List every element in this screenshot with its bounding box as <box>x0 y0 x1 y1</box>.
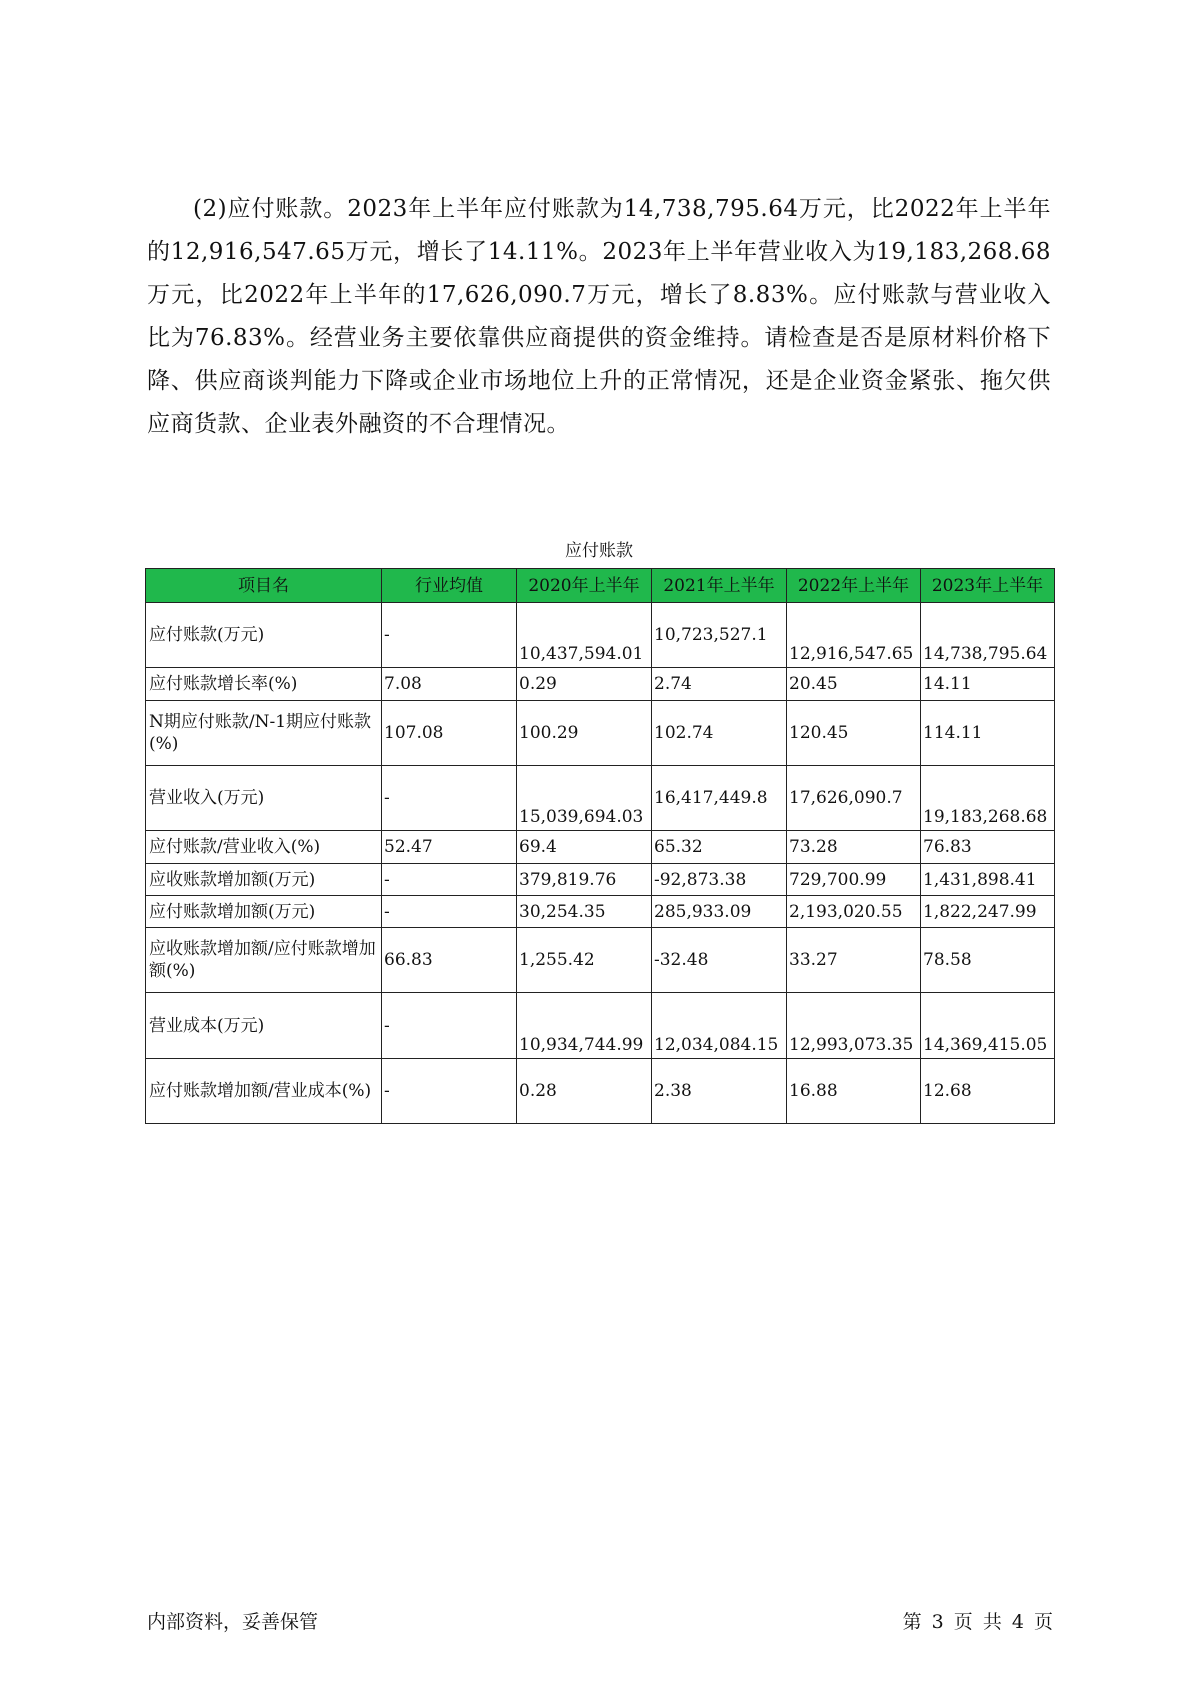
table-caption: 应付账款 <box>565 541 633 561</box>
table-row <box>146 1059 1055 1124</box>
table-cell: 65.32 <box>652 831 787 864</box>
table-row <box>146 928 1055 993</box>
table-cell: 33.27 <box>787 928 921 993</box>
table-row <box>146 896 1055 928</box>
table-cell: 102.74 <box>652 701 787 766</box>
table-cell: 76.83 <box>921 831 1055 864</box>
table-row <box>146 766 1055 831</box>
table-cell: -92,873.38 <box>652 864 787 896</box>
table-cell: 0.28 <box>517 1059 652 1124</box>
table-cell: 10,437,594.01 <box>517 603 652 668</box>
row-label: 应付账款增加额/营业成本(%) <box>146 1059 382 1124</box>
header-2022h1: 2022年上半年 <box>787 569 921 603</box>
table-cell: 10,934,744.99 <box>517 993 652 1059</box>
table-cell: 100.29 <box>517 701 652 766</box>
row-label: 应收账款增加额(万元) <box>146 864 382 896</box>
table-header-row <box>146 569 1055 603</box>
table-cell: 14,738,795.64 <box>921 603 1055 668</box>
footer-page-number: 第 3 页 共 4 页 <box>902 1611 1053 1633</box>
header-2023h1: 2023年上半年 <box>921 569 1055 603</box>
row-label: 应付账款(万元) <box>146 603 382 668</box>
table-cell: 73.28 <box>787 831 921 864</box>
row-label: 营业收入(万元) <box>146 766 382 831</box>
table-cell: 16.88 <box>787 1059 921 1124</box>
table-row <box>146 864 1055 896</box>
table-cell: 114.11 <box>921 701 1055 766</box>
table-cell: - <box>382 993 517 1059</box>
table-cell: 14.11 <box>921 668 1055 701</box>
table-cell: 12,993,073.35 <box>787 993 921 1059</box>
table-cell: 1,255.42 <box>517 928 652 993</box>
row-label: 营业成本(万元) <box>146 993 382 1059</box>
row-label: 应付账款增加额(万元) <box>146 896 382 928</box>
table-cell: 12,034,084.15 <box>652 993 787 1059</box>
table-cell: 10,723,527.1 <box>652 603 787 668</box>
table-cell: 1,822,247.99 <box>921 896 1055 928</box>
table-cell: 285,933.09 <box>652 896 787 928</box>
header-item-name: 项目名 <box>146 569 382 603</box>
table-row <box>146 993 1055 1059</box>
table-cell: 19,183,268.68 <box>921 766 1055 831</box>
row-label: 应付账款增长率(%) <box>146 668 382 701</box>
table-cell: - <box>382 896 517 928</box>
table-cell: - <box>382 766 517 831</box>
table-cell: 30,254.35 <box>517 896 652 928</box>
row-label: 应付账款/营业收入(%) <box>146 831 382 864</box>
table-cell: 52.47 <box>382 831 517 864</box>
table-cell: 20.45 <box>787 668 921 701</box>
table-cell: 14,369,415.05 <box>921 993 1055 1059</box>
table-cell: 16,417,449.8 <box>652 766 787 831</box>
table-cell: 379,819.76 <box>517 864 652 896</box>
table-cell: 78.58 <box>921 928 1055 993</box>
row-label: 应收账款增加额/应付账款增加额(%) <box>146 928 382 993</box>
table-cell: 15,039,694.03 <box>517 766 652 831</box>
header-2021h1: 2021年上半年 <box>652 569 787 603</box>
table-row <box>146 603 1055 668</box>
header-industry-avg: 行业均值 <box>382 569 517 603</box>
table-cell: 66.83 <box>382 928 517 993</box>
table-cell: 107.08 <box>382 701 517 766</box>
table-cell: 17,626,090.7 <box>787 766 921 831</box>
table-cell: 12,916,547.65 <box>787 603 921 668</box>
table-cell: 69.4 <box>517 831 652 864</box>
table-cell: 729,700.99 <box>787 864 921 896</box>
table-cell: 120.45 <box>787 701 921 766</box>
table-cell: 1,431,898.41 <box>921 864 1055 896</box>
table-row <box>146 668 1055 701</box>
table-cell: 7.08 <box>382 668 517 701</box>
table-cell: 2.74 <box>652 668 787 701</box>
table-cell: 12.68 <box>921 1059 1055 1124</box>
table-row <box>146 701 1055 766</box>
table-cell: 2,193,020.55 <box>787 896 921 928</box>
table-cell: 0.29 <box>517 668 652 701</box>
table-cell: - <box>382 603 517 668</box>
analysis-paragraph: (2)应付账款。2023年上半年应付账款为14,738,795.64万元，比2022年上半年的12,916,547.65万元，增长了14.11%。2023年上半年营业收入为19,183,268.68万元，比2022年上半年的17,626,090.7万元，增长了8.83%。应付账款与营业收入比为76.83%。经营业务主要依靠供应商提供的资金维持。请检查是否是原材料价格下降、供应商谈判能力下降或企业市场地位上升的正常情况，还是企业资金紧张、拖欠供应商货款、企业表外融资的不合理情况。 <box>147 196 1051 437</box>
footer-confidential-note: 内部资料，妥善保管 <box>147 1611 319 1633</box>
header-2020h1: 2020年上半年 <box>517 569 652 603</box>
row-label: N期应付账款/N-1期应付账款(%) <box>146 701 382 766</box>
table-cell: - <box>382 864 517 896</box>
table-row <box>146 831 1055 864</box>
table-cell: - <box>382 1059 517 1124</box>
table-cell: 2.38 <box>652 1059 787 1124</box>
accounts-payable-table <box>145 568 1055 1124</box>
table-cell: -32.48 <box>652 928 787 993</box>
